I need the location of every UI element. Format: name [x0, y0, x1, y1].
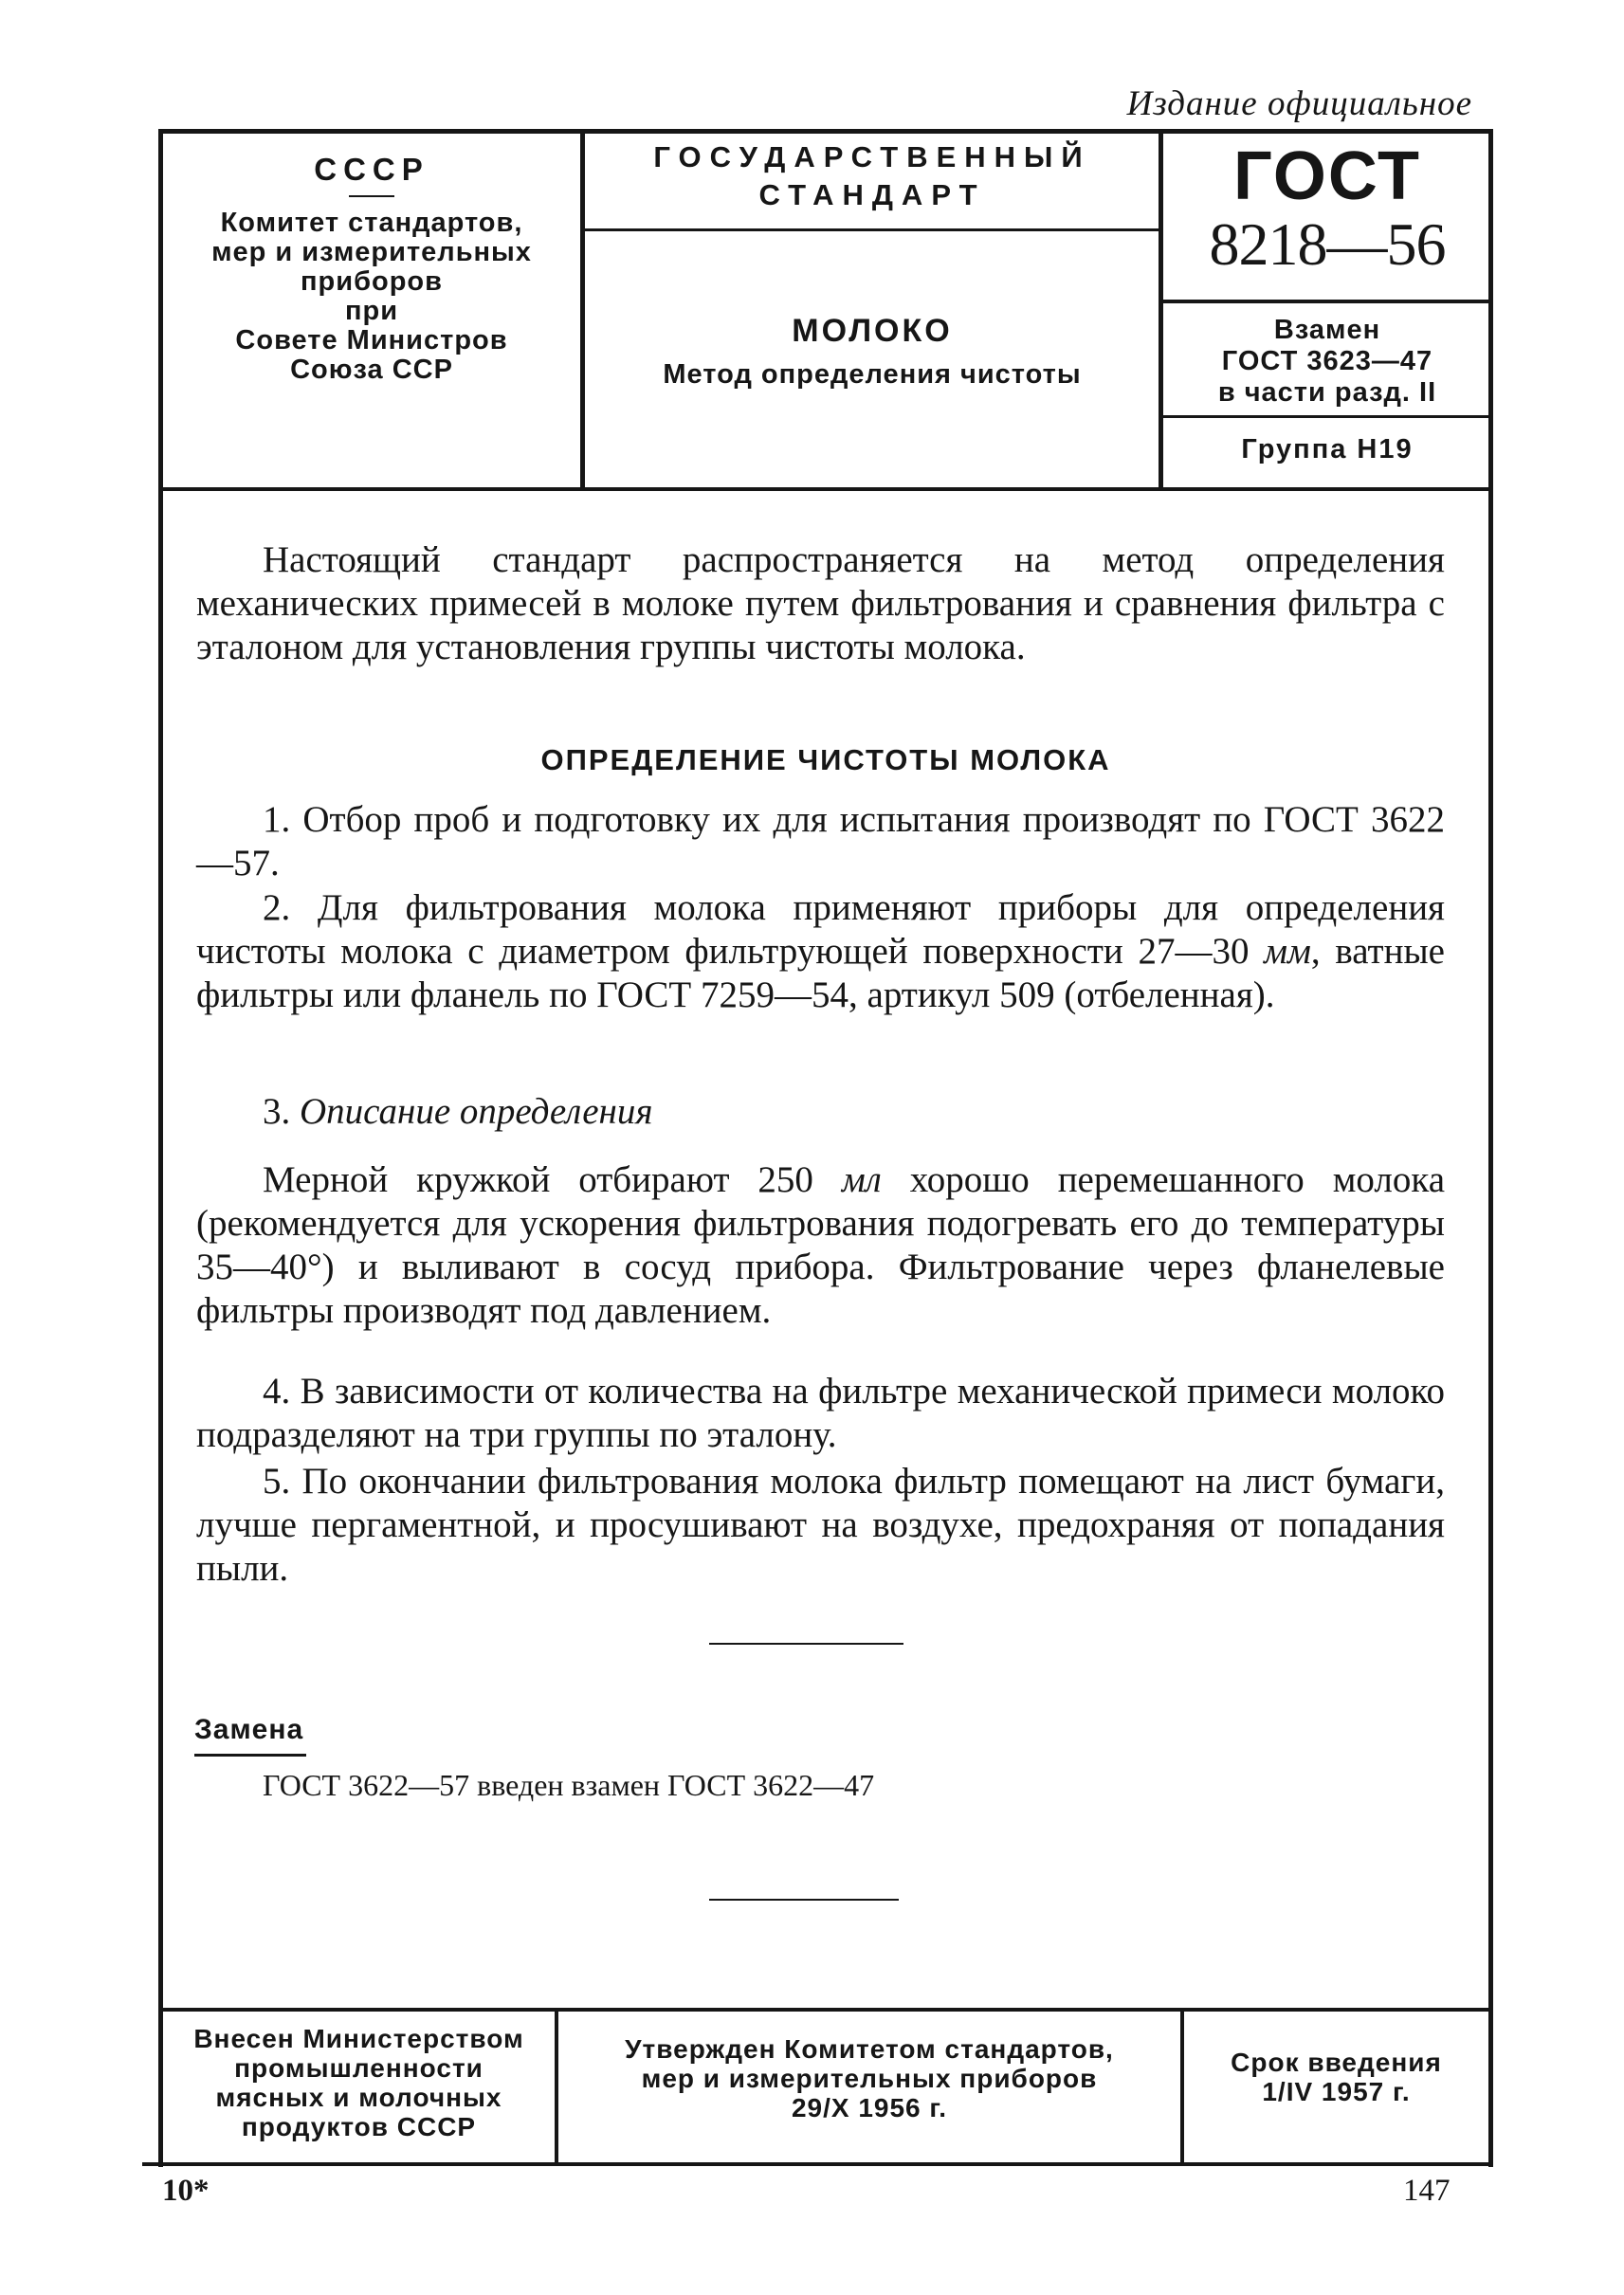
gost-word: ГОСТ — [1232, 138, 1422, 214]
approved-by — [558, 2034, 1180, 2122]
ussr-underline — [349, 195, 394, 197]
approved-line: Утвержден Комитетом стандартов, — [625, 2034, 1114, 2064]
section-heading: ОПРЕДЕЛЕНИЕ ЧИСТОТЫ МОЛОКА — [540, 743, 1111, 776]
header-divider-2 — [1159, 129, 1163, 489]
item-3-title: Описание определения — [300, 1091, 653, 1132]
committee-line: Совете Министров — [235, 325, 508, 355]
gost-number: 8218—56 — [1209, 210, 1446, 278]
submitted-line: Внесен Министерством — [193, 2024, 524, 2053]
item-2-text-b: , ватные фильтры или фланель по ГОСТ 7259—54, артикул 509 (отбеленная). — [196, 931, 1445, 1015]
frame-top-border — [158, 129, 1493, 134]
approved-line: 29/X 1956 г. — [791, 2093, 948, 2122]
standard-type-block — [588, 138, 1157, 214]
document-subtitle: Метод определения чистоты — [663, 359, 1082, 390]
header-mid-rule — [585, 228, 1159, 231]
separator-rule — [709, 1643, 903, 1645]
separator-rule — [709, 1899, 899, 1901]
committee-name — [163, 209, 580, 385]
replaces-line: в части разд. II — [1217, 377, 1437, 408]
replacement-text: ГОСТ 3622—57 введен взамен ГОСТ 3622—47 — [263, 1768, 875, 1802]
ussr-label: СССР — [314, 152, 429, 187]
header-bottom-rule — [163, 487, 1488, 491]
committee-line: мер и измерительных — [211, 237, 532, 267]
title-block — [588, 313, 1157, 391]
item-3-heading — [196, 1090, 1445, 1134]
effective-date — [1184, 2048, 1488, 2106]
replacement-label-underline — [194, 1754, 306, 1757]
submitted-line: промышленности — [234, 2053, 484, 2083]
submitted-by — [163, 2024, 555, 2141]
footer-top-rule — [163, 2008, 1488, 2012]
header-right-rule-1 — [1163, 300, 1488, 303]
standard-label: ГОСУДАРСТВЕННЫЙ — [653, 140, 1091, 173]
header-right-rule-2 — [1163, 415, 1488, 418]
committee-line: Союза ССР — [290, 355, 453, 385]
approved-line: мер и измерительных приборов — [641, 2064, 1098, 2093]
replacement-label: Замена — [194, 1714, 304, 1745]
committee-line: Комитет стандартов, — [220, 208, 523, 238]
item-2 — [196, 886, 1445, 1017]
issuer-block — [163, 152, 580, 385]
edition-note: Издание официальное — [1126, 84, 1472, 123]
document-title: МОЛОКО — [792, 313, 953, 349]
frame-left-border — [158, 129, 163, 2167]
gost-designation — [1166, 138, 1488, 278]
item-3-text-b: хорошо перемешанного молока (рекомендуется для ускорения фильтрования подогревать его до температуры 35—40°) и выливают в сосуд прибора. Фильтрование через фланелевые фильтры производят под давлением. — [196, 1159, 1446, 1331]
frame-bottom-border — [142, 2162, 1493, 2166]
signature-mark: 10* — [162, 2174, 210, 2208]
item-3-text — [196, 1158, 1445, 1333]
effective-line: 1/IV 1957 г. — [1262, 2077, 1411, 2106]
committee-line: приборов — [301, 266, 443, 297]
effective-line: Срок введения — [1231, 2048, 1442, 2077]
replaces-block — [1166, 315, 1488, 409]
frame-right-border — [1488, 129, 1493, 2167]
item-1: 1. Отбор проб и подготовку их для испытания производят по ГОСТ 3622—57. — [196, 799, 1445, 883]
item-3-number: 3. — [263, 1091, 300, 1132]
header-divider-1 — [580, 129, 585, 489]
standard-label: СТАНДАРТ — [758, 178, 986, 211]
page-number: 147 — [1403, 2174, 1451, 2208]
committee-line: при — [344, 296, 399, 326]
item-3-text-a: Мерной кружкой отбирают 250 — [263, 1159, 842, 1200]
item-4: 4. В зависимости от количества на фильтре механической примеси молоко подразделяют на три группы по эталону. — [196, 1371, 1445, 1455]
submitted-line: продуктов СССР — [241, 2112, 477, 2141]
item-2-text-a: 2. Для фильтрования молока применяют приборы для определения чистоты молока с диаметром фильтрующей поверхности 27—30 — [196, 887, 1445, 972]
group-code: Группа Н19 — [1241, 434, 1414, 464]
replaces-line: ГОСТ 3623—47 — [1221, 346, 1433, 376]
unit-ml: мл — [841, 1159, 882, 1200]
replaces-line: Взамен — [1273, 315, 1381, 345]
intro-paragraph: Настоящий стандарт распространяется на метод определения механических примесей в молоке путем фильтрования и сравнения фильтра с эталоном для установления группы чистоты молока. — [196, 539, 1445, 667]
item-5: 5. По окончании фильтрования молока фильтр помещают на лист бумаги, лучше пергаментной, и просушивают на воздухе, предохраняя от попадания пыли. — [196, 1461, 1445, 1589]
submitted-line: мясных и молочных — [215, 2083, 502, 2112]
unit-mm: мм — [1264, 931, 1311, 972]
